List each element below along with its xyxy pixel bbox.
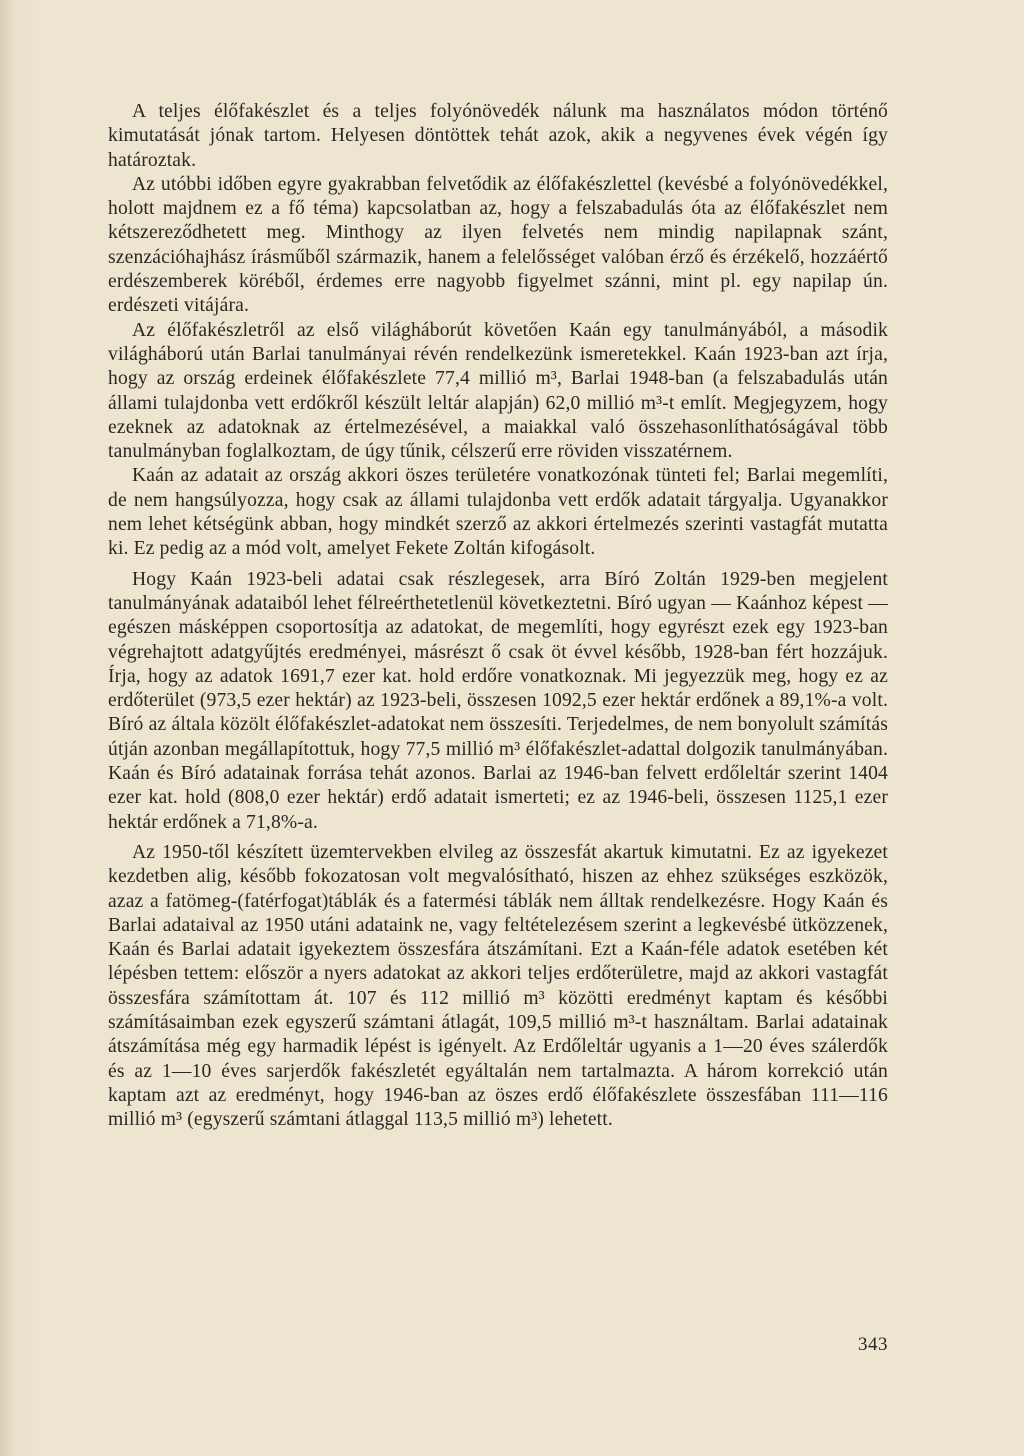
page-number: 343 [858, 1334, 888, 1355]
paragraph-2: Az utóbbi időben egyre gyakrabban felvetődik az élőfakészlettel (kevésbé a folyónövedékkel, holott majdnem ez a fő téma) kapcsolatban az, hogy a felszabadulás óta az élőfakészlet nem kétszereződhetett meg. Minthogy az ilyen felvetés nem mindig napilapnak szánt, szenzációhajhász írásműből származik, hanem a felelősséget valóban érző és érzékelő, hozzáértő erdészemberek köréből, érdemes erre nagyobb figyelmet szánni, mint pl. egy napilap ún. erdészeti vitájára. [108, 173, 888, 317]
paragraph-6: Az 1950-től készített üzemtervekben elvileg az összesfát akartuk kimutatni. Ez az igyekezet kezdetben alig, később fokozatosan volt megvalósítható, hiszen az ehhez szükséges eszközök, azaz a fatömeg-(fatérfogat)táblák és a fatermési táblák nem álltak rendelkezésre. Hogy Kaán és Barlai adataival az 1950 utáni adataink ne, vagy feltételezésem szerint a legkevésbé ütközzenek, Kaán és Barlai adatait igyekeztem összesfára átszámítani. Ezt a Kaán-féle adatok esetében két lépésben tettem: először a nyers adatokat az akkori teljes erdőterületre, majd az akkori vastagfát összesfára számítottam át. 107 és 112 millió m³ közötti eredményt kaptam és későbbi számításaimban ezek egyszerű számtani átlagát, 109,5 millió m³-t használtam. Barlai adatainak átszámítása még egy harmadik lépést is igényelt. Az Erdőleltár ugyanis a 1—20 éves szálerdők és az 1—10 éves sarjerdők fakészletét egyáltalán nem tartalmazta. A három korrekció után kaptam azt az eredményt, hogy 1946-ban az öszes erdő élőfakészlete összesfában 111—116 millió m³ (egyszerű számtani átlaggal 113,5 millió m³) lehetett. [108, 841, 888, 1131]
paragraph-1: A teljes élőfakészlet és a teljes folyónövedék nálunk ma használatos módon történő kimutatását jónak tartom. Helyesen döntöttek tehát azok, akik a negyvenes évek végén így határoztak. [108, 101, 888, 171]
paragraph-4: Kaán az adatait az ország akkori öszes területére vonatkozónak tünteti fel; Barlai megemlíti, de nem hangsúlyozza, hogy csak az állami tulajdonba vett erdők adatait tárgyalja. Ugyanakkor nem lehet kétségünk abban, hogy mindkét szerző az akkori értelmezés szerinti vastagfát mutatta ki. Ez pedig az a mód volt, amelyet Fekete Zoltán kifogásolt. [108, 465, 888, 560]
paragraph-3: Az élőfakészletről az első világháborút követően Kaán egy tanulmányából, a második világháború után Barlai tanulmányai révén rendelkezünk ismeretekkel. Kaán 1923-ban azt írja, hogy az ország erdeinek élőfakészlete 77,4 millió m³, Barlai 1948-ban (a felszabadulás után állami tulajdonba vett erdőkről készült leltár alapján) 62,0 millió m³-t említ. Megjegyzem, hogy ezeknek az adatoknak az értelmezésével, a maiakkal való összehasonlíthatóságával több tanulmányban foglalkoztam, de úgy tűnik, célszerű erre röviden visszatérnem. [108, 319, 888, 463]
body-text [108, 100, 888, 1132]
paragraph-5: Hogy Kaán 1923-beli adatai csak részlegesek, arra Bíró Zoltán 1929-ben megjelent tanulmányának adataiból lehet félreérthetetlenül következtetni. Bíró ugyan — Kaánhoz képest — egészen másképpen csoportosítja az adatokat, de megemlíti, hogy egyrészt ezek egy 1923-ban végrehajtott adatgyűjtés eredményei, másrészt ő csak öt évvel később, 1928-ban fért hozzájuk. Írja, hogy az adatok 1691,7 ezer kat. hold erdőre vonatkoznak. Mi jegyezzük meg, hogy ez az erdőterület (973,5 ezer hektár) az 1923-beli, összesen 1092,5 ezer hektár erdőnek a 89,1%-a volt. Bíró az általa közölt élőfakészlet-adatokat nem összesíti. Terjedelmes, de nem bonyolult számítás útján azonban megállapítottuk, hogy 77,5 millió m³ élőfakészlet-adattal dolgozik tanulmányában. Kaán és Bíró adatainak forrása tehát azonos. Barlai az 1946-ban felvett erdőleltár szerint 1404 ezer kat. hold (808,0 ezer hektár) erdő adatait ismerteti; ez az 1946-beli, összesen 1125,1 ezer hektár erdőnek a 71,8%-a. [108, 568, 888, 833]
